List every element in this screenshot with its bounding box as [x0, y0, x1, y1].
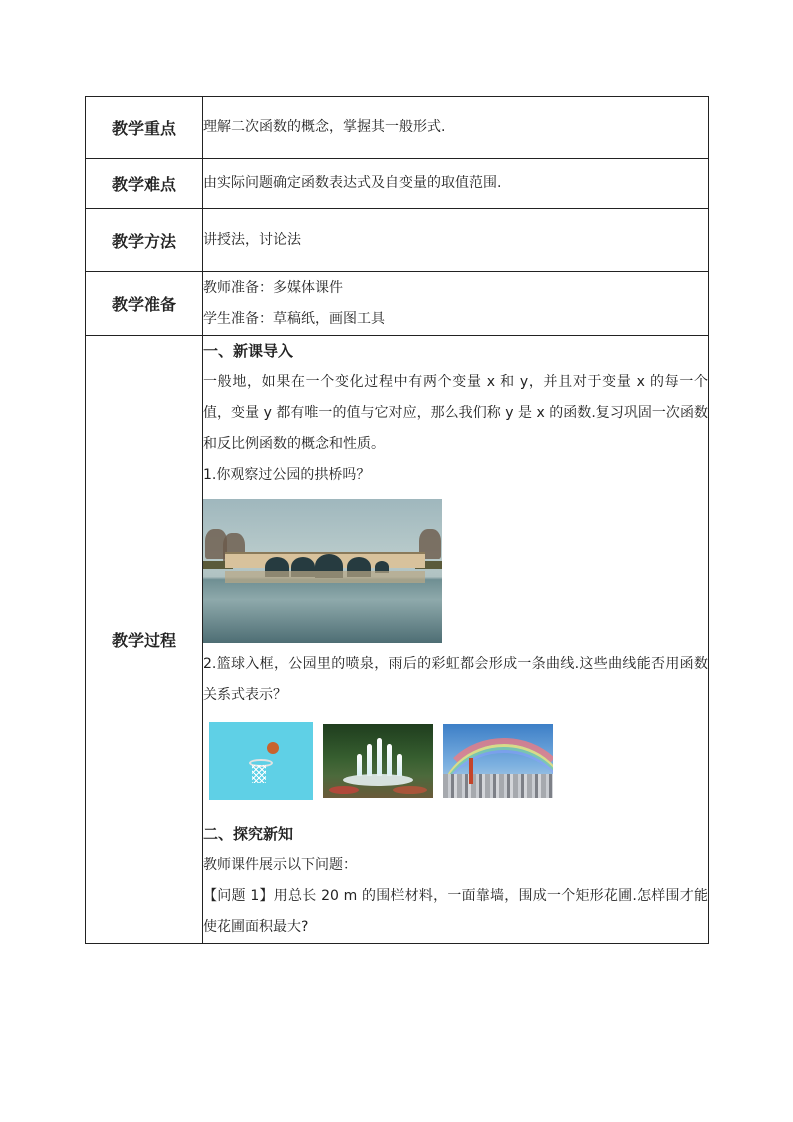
fountain-pool [343, 774, 413, 786]
basketball-hoop-photo [209, 722, 313, 800]
teacher-show-text: 教师课件展示以下问题： [203, 857, 357, 873]
water-jet [387, 744, 392, 776]
curve-photos [209, 721, 708, 801]
flowerbed [329, 786, 359, 794]
prep-student: 学生准备：草稿纸，画图工具 [203, 310, 385, 327]
intro-paragraph: 一般地，如果在一个变化过程中有两个变量 x 和 y，并且对于变量 x 的每一个值，变量 y 都有唯一的值与它对应，那么我们称 y 是 x 的函数.复习巩固一次函数和反比例函数的概念和性质。 [203, 374, 708, 452]
content-difficulties: 由实际问题确定函数表达式及自变量的取值范围. [203, 159, 709, 209]
question-2: 2.篮球入框，公园里的喷泉，雨后的彩虹都会形成一条曲线.这些曲线能否用函数关系式表示？ [203, 656, 708, 703]
content-methods: 讲授法，讨论法 [203, 209, 709, 272]
bridge-reflection [225, 571, 425, 583]
section-explore-title: 二、探究新知 [203, 825, 294, 843]
content-process [203, 336, 709, 944]
rainbow-photo [443, 724, 553, 798]
arch-bridge-photo [203, 499, 442, 643]
city-skyline [443, 774, 553, 798]
prep-teacher: 教师准备：多媒体课件 [203, 279, 343, 296]
water-jet [367, 744, 372, 776]
label-process: 教学过程 [86, 336, 203, 944]
water-jet [397, 754, 402, 776]
hoop-net [252, 765, 266, 783]
row-preparation [86, 272, 709, 336]
row-methods [86, 209, 709, 272]
row-process [86, 336, 709, 944]
row-key-points [86, 97, 709, 159]
lesson-plan-table [85, 96, 709, 944]
label-difficulties: 教学难点 [86, 159, 203, 209]
section-intro-title: 一、新课导入 [203, 342, 294, 360]
label-methods: 教学方法 [86, 209, 203, 272]
water-jet [357, 754, 362, 776]
water-jet [377, 738, 382, 776]
question-1: 1.你观察过公园的拱桥吗？ [203, 467, 371, 483]
fountain-photo [323, 724, 433, 798]
problem-1: 【问题 1】用总长 20 m 的围栏材料，一面靠墙，围成一个矩形花圃.怎样围才能使花圃面积最大? [203, 888, 708, 935]
row-difficulties [86, 159, 709, 209]
label-key-points: 教学重点 [86, 97, 203, 159]
label-preparation: 教学准备 [86, 272, 203, 336]
content-key-points: 理解二次函数的概念，掌握其一般形式. [203, 97, 709, 159]
flowerbed [393, 786, 427, 794]
basketball [267, 742, 279, 754]
tower [469, 758, 473, 784]
content-preparation [203, 272, 709, 336]
